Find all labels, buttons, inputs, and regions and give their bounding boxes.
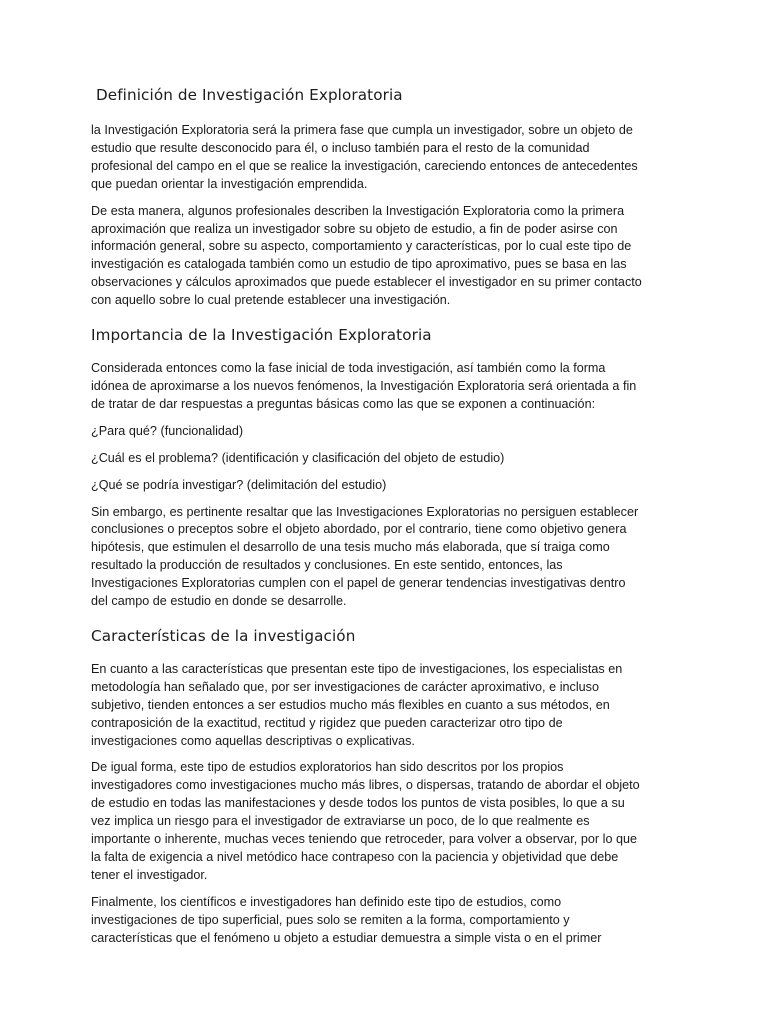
section-importancia (91, 324, 643, 611)
paragraph: Sin embargo, es pertinente resaltar que las Investigaciones Exploratorias no persiguen establecer conclusiones o preceptos sobre el objeto abordado, por el contrario, tiene como objetivo genera hipótesis, que estimulen el desarrollo de una tesis mucho más elaborada, que sí traiga como resultado la producción de resultados y conclusiones. En este sentido, entonces, las Investigaciones Exploratorias cumplen con el papel de generar tendencias investigativas dentro del campo de estudio en donde se desarrolle. (91, 504, 639, 609)
paragraph: De esta manera, algunos profesionales describen la Investigación Exploratoria como la primera aproximación que realiza un investigador sobre su objeto de estudio, a fin de poder asirse con información general, sobre su aspecto, comportamiento y características, por lo cual este tipo de investigación es catalogada también como un estudio de tipo aproximativo, pues se basa en las observaciones y cálculos aproximados que puede establecer el investigador en su primer contacto con aquello sobre lo cual pretende establecer una investigación. (91, 203, 642, 308)
paragraph: Finalmente, los científicos e investigadores han definido este tipo de estudios, como investigaciones de tipo superficial, pues solo se remiten a la forma, comportamiento y características que el fenómeno u objeto a estudiar demuestra a simple vista o en el primer (91, 894, 602, 945)
paragraph: Considerada entonces como la fase inicial de toda investigación, así también como la forma idónea de aproximarse a los nuevos fenómenos, la Investigación Exploratoria será orientada a fin de tratar de dar respuestas a preguntas básicas como las que se exponen a continuación: (91, 361, 637, 411)
paragraph: De igual forma, este tipo de estudios exploratorios han sido descritos por los propios investigadores como investigaciones mucho más libres, o dispersas, tratando de abordar el objeto de estudio en todas las manifestaciones y desde todos los puntos de vista posibles, lo que a su vez implica un riesgo para el investigador de extraviarse un poco, de lo que realmente es importante o inherente, muchas veces teniendo que retroceder, para volver a observar, por lo que la falta de exigencia a nivel metódico hace contrapeso con la paciencia y objetividad que debe tener el investigador. (91, 760, 640, 882)
section-caracteristicas (91, 625, 643, 948)
paragraph: la Investigación Exploratoria será la primera fase que cumpla un investigador, sobre un objeto de estudio que resulte desconocido para él, o incluso también para el resto de la comunidad profesional del campo en el que se realice la investigación, careciendo entonces de antecedentes que puedan orientar la investigación emprendida. (91, 123, 638, 191)
section-definicion (91, 84, 643, 310)
document-page (91, 84, 643, 957)
section-heading: Definición de Investigación Exploratoria (96, 86, 403, 104)
question-item: ¿Para qué? (funcionalidad) (91, 423, 244, 438)
question-item: ¿Qué se podría investigar? (delimitación del estudio) (91, 477, 387, 492)
question-item: ¿Cuál es el problema? (identificación y clasificación del objeto de estudio) (91, 450, 505, 465)
section-heading: Importancia de la Investigación Exploratoria (91, 326, 432, 345)
section-heading: Características de la investigación (91, 626, 356, 645)
paragraph: En cuanto a las características que presentan este tipo de investigaciones, los especialistas en metodología han señalado que, por ser investigaciones de carácter aproximativo, e incluso subjetivo, tienden entonces a ser estudios mucho más flexibles en cuanto a sus métodos, en contraposición de la exactitud, rectitud y rigidez que pueden caracterizar otro tipo de investigaciones como aquellas descriptivas o explicativas. (91, 661, 623, 748)
